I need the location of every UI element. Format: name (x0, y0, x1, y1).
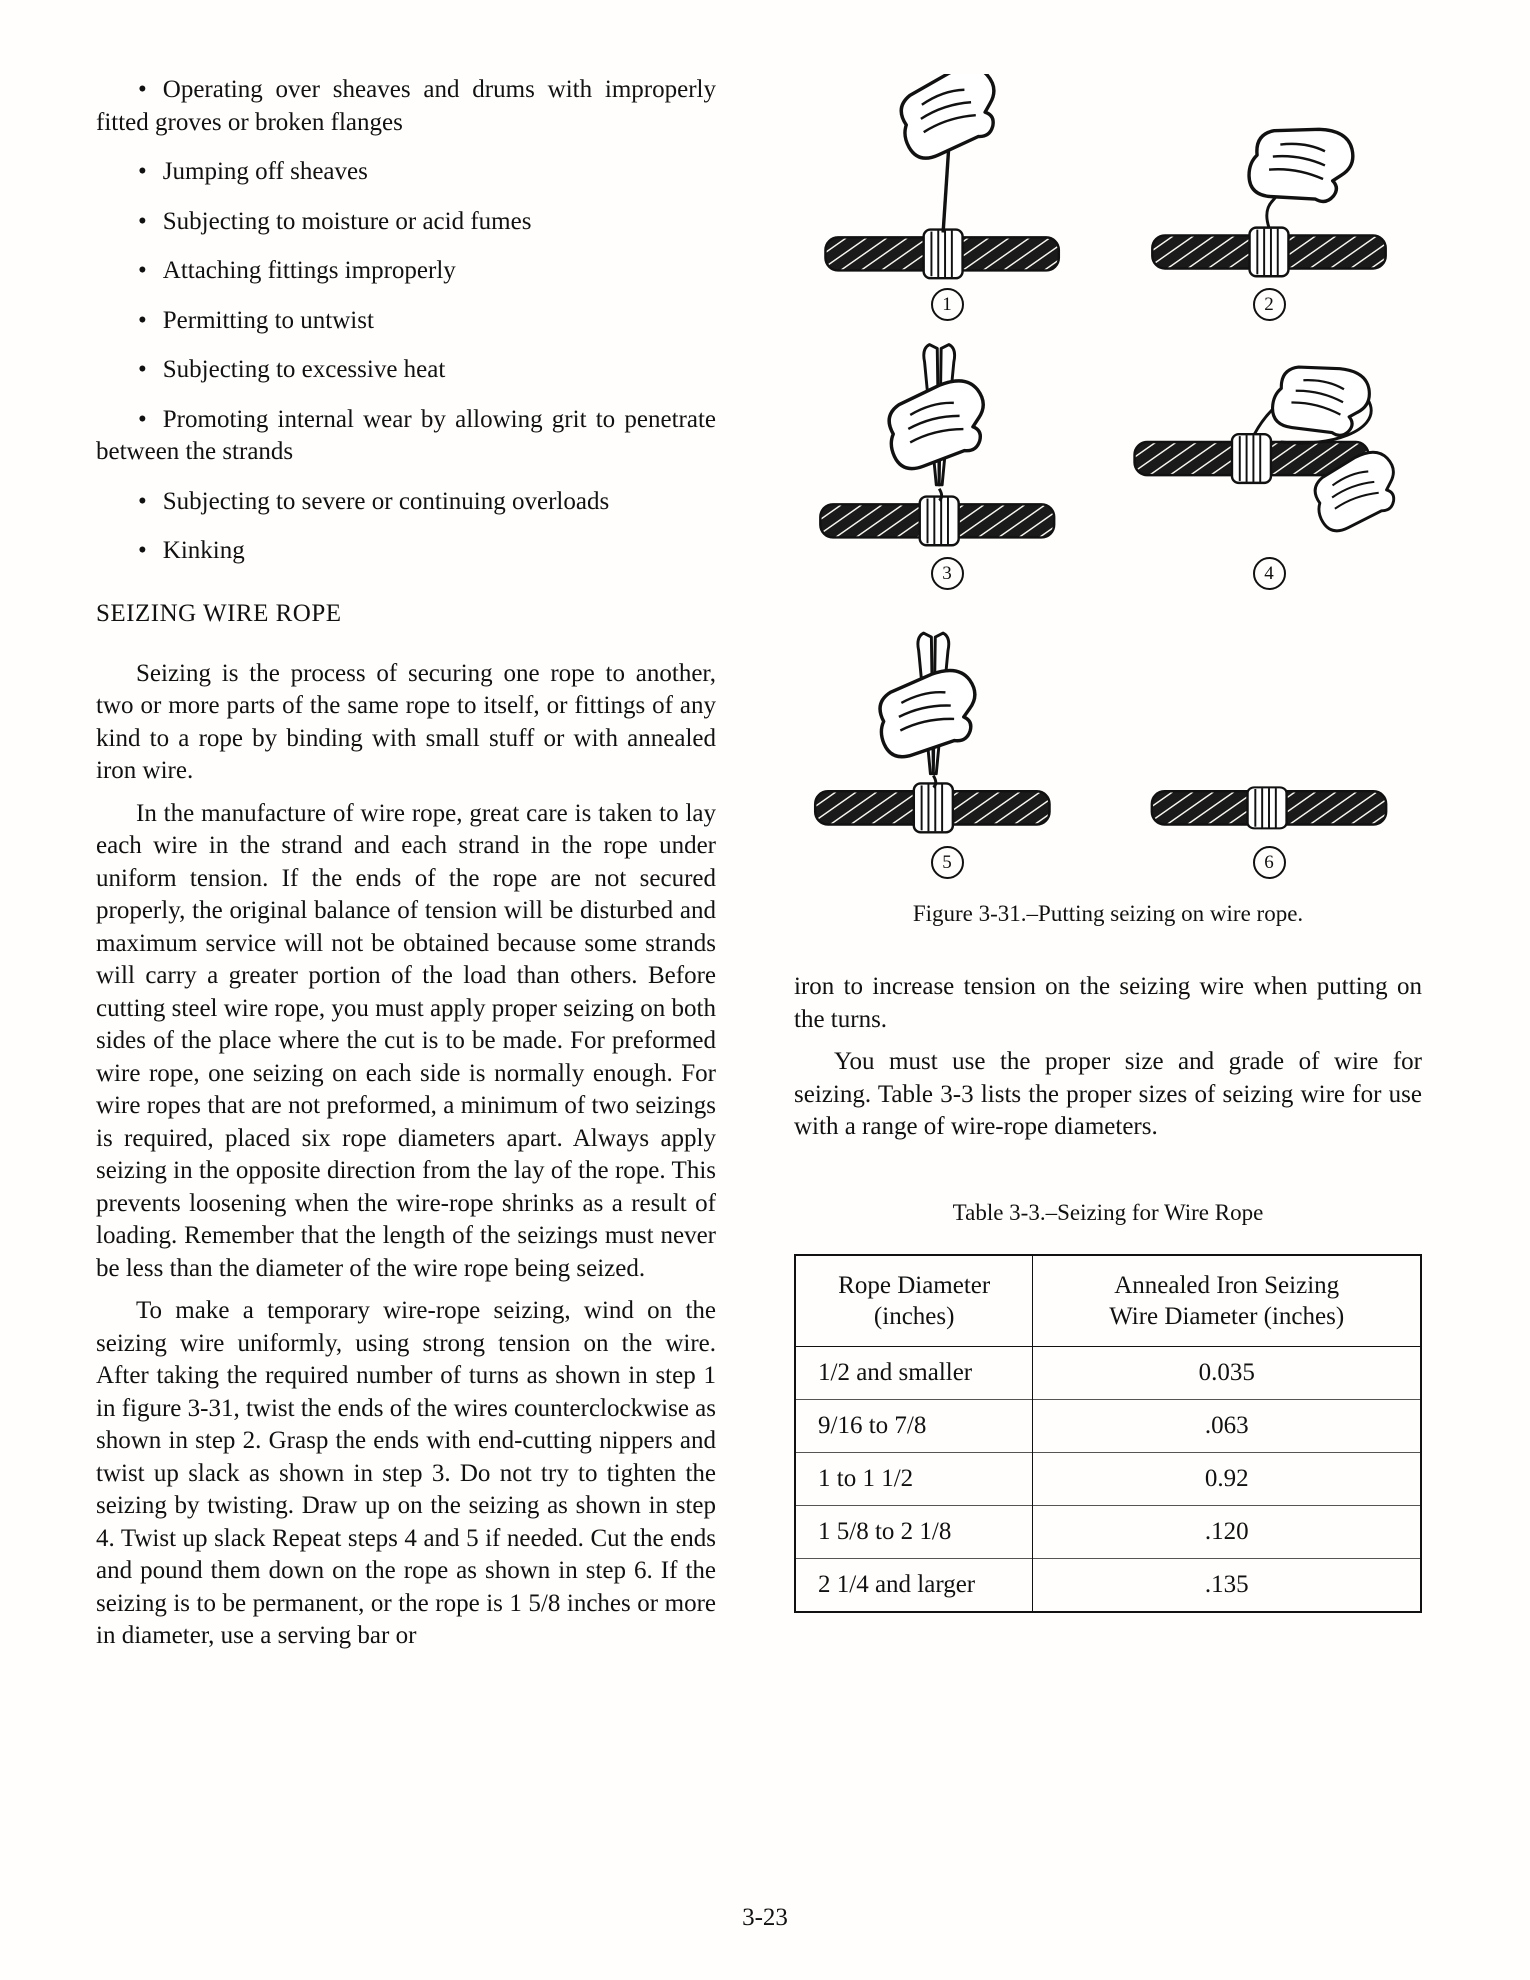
step-6-illustration (1119, 596, 1419, 844)
bullet-text: Subjecting to excessive heat (162, 356, 446, 383)
rope-diameter-cell: 1/2 and smaller (795, 1347, 1033, 1400)
wire-diameter-cell: .063 (1033, 1400, 1421, 1453)
bullet-icon: • (138, 405, 147, 433)
table-row (795, 1400, 1421, 1453)
step-number-badge: 4 (1253, 557, 1286, 590)
bullet-text: Permitting to untwist (162, 306, 374, 334)
figure-step-1 (794, 74, 1100, 321)
bullet-icon: • (138, 158, 147, 185)
paragraph: You must use the proper size and grade of wire for seizing. Table 3-3 lists the proper sizes of seizing wire for use with a range of wire-rope diameters. (794, 1048, 1422, 1140)
page-number: 3-23 (742, 1904, 788, 1931)
step-number-badge: 6 (1253, 846, 1286, 879)
step-4-illustration (1119, 327, 1419, 555)
bullet-icon: • (138, 207, 147, 235)
list-item (96, 305, 716, 338)
table-row (795, 1347, 1421, 1400)
figure-step-2 (1116, 74, 1422, 321)
paragraph: To make a temporary wire-rope seizing, wind on the seizing wire uniformly, using strong tension on the wire. After taking the required number of turns as shown in step 1 in figure 3-31, twist the ends of the wires counterclockwise as shown in step 2. Grasp the ends with end-cutting nippers and twist up slack as shown in step 3. Do not try to tighten the seizing by twisting. Draw up on the seizing as shown in step 4. Twist up slack Repeat steps 4 and 5 if needed. Cut the ends and pound them down on the rope as shown in step 6. If the seizing is to be permanent, or the rope is 1 5/8 inches or more in diameter, use a serving bar or (96, 1297, 716, 1649)
bullet-icon: • (138, 257, 147, 284)
rope-diameter-cell: 1 to 1 1/2 (795, 1453, 1033, 1506)
bullet-icon: • (138, 76, 147, 103)
table-header-row (795, 1255, 1421, 1347)
list-item (96, 535, 716, 568)
right-column (794, 74, 1422, 1663)
bullet-text: Operating over sheaves and drums with improperly fitted groves or broken flanges (96, 76, 716, 136)
figure-step-4 (1116, 327, 1422, 590)
table-caption: Table 3-3.–Seizing for Wire Rope (952, 1199, 1264, 1225)
rope-diameter-cell: 1 5/8 to 2 1/8 (795, 1506, 1033, 1559)
wire-diameter-cell: .135 (1033, 1559, 1421, 1613)
header-line: (inches) (873, 1302, 955, 1330)
bullet-icon: • (138, 356, 147, 383)
step-3-illustration (797, 327, 1097, 555)
figure-step-3 (794, 327, 1100, 590)
table-row (795, 1453, 1421, 1506)
left-column (96, 74, 716, 1663)
figure-3-31 (794, 74, 1422, 927)
list-item (96, 206, 716, 239)
list-item (96, 486, 716, 519)
paragraph: iron to increase tension on the seizing wire when putting on the turns. (794, 973, 1422, 1033)
table-row (795, 1559, 1421, 1613)
list-item (96, 354, 716, 387)
bullet-text: Subjecting to moisture or acid fumes (162, 207, 532, 235)
rope-diameter-cell: 2 1/4 and larger (795, 1559, 1033, 1613)
wire-diameter-cell: 0.035 (1198, 1359, 1255, 1386)
table-header-seizing-wire-diameter (1033, 1255, 1421, 1347)
paragraph: Seizing is the process of securing one rope to another, two or more parts of the same rope to itself, or fittings of any kind to a rope by binding with small stuff or with annealed iron wire. (96, 659, 716, 784)
list-item (96, 74, 716, 139)
step-number-badge: 5 (931, 846, 964, 879)
figure-step-5 (794, 596, 1100, 879)
figure-step-6 (1116, 596, 1422, 879)
figure-caption: Figure 3-31.–Putting seizing on wire rope. (912, 901, 1304, 926)
step-1-illustration (797, 74, 1097, 286)
wire-diameter-cell: .120 (1033, 1506, 1421, 1559)
bullet-text: Attaching fittings improperly (162, 257, 456, 284)
table-header-rope-diameter (795, 1255, 1033, 1347)
list-item (96, 156, 716, 189)
step-5-illustration (797, 596, 1097, 844)
list-item (96, 404, 716, 469)
table-row (795, 1506, 1421, 1559)
header-line: Rope Diameter (838, 1271, 991, 1299)
list-item (96, 255, 716, 288)
two-column-layout (96, 74, 1438, 1663)
bullet-icon: • (138, 487, 147, 515)
bullet-text: Promoting internal wear by allowing grit to penetrate between the strands (96, 405, 716, 465)
bullet-icon: • (138, 537, 147, 564)
step-number-badge: 3 (931, 557, 964, 590)
header-line: Wire Diameter (inches) (1109, 1302, 1345, 1330)
rope-diameter-cell: 9/16 to 7/8 (795, 1400, 1033, 1453)
bullet-text: Jumping off sheaves (162, 158, 368, 185)
bullet-text: Subjecting to severe or continuing overloads (162, 487, 610, 515)
section-heading: SEIZING WIRE ROPE (96, 599, 342, 627)
step-number-badge: 1 (931, 288, 964, 321)
header-line: Annealed Iron Seizing (1114, 1271, 1340, 1299)
bullet-icon: • (138, 306, 147, 334)
wire-diameter-cell: 0.92 (1033, 1453, 1421, 1506)
figure-step-grid (794, 74, 1422, 879)
paragraph: In the manufacture of wire rope, great care is taken to lay each wire in the strand and each strand in the rope under uniform tension. If the ends of the rope are not secured properly, the original balance of tension will be disturbed and maximum service will not be obtained because some strands will carry a greater portion of the load than others. Before cutting steel wire rope, you must apply proper seizing on both sides of the place where the cut is to be made. For preformed wire rope, one seizing on each side is normally enough. For wire ropes that are not preformed, a minimum of two seizings is required, placed six rope diameters apart. Always apply seizing in the opposite direction from the lay of the rope. This prevents loosening when the wire-rope shrinks as a result of loading. Remember that the length of the seizings must never be less than the diameter of the wire rope being seized. (96, 799, 717, 1282)
step-2-illustration (1119, 74, 1419, 286)
seizing-wire-table (794, 1254, 1422, 1614)
step-number-badge: 2 (1253, 288, 1286, 321)
bullet-text: Kinking (162, 537, 245, 564)
